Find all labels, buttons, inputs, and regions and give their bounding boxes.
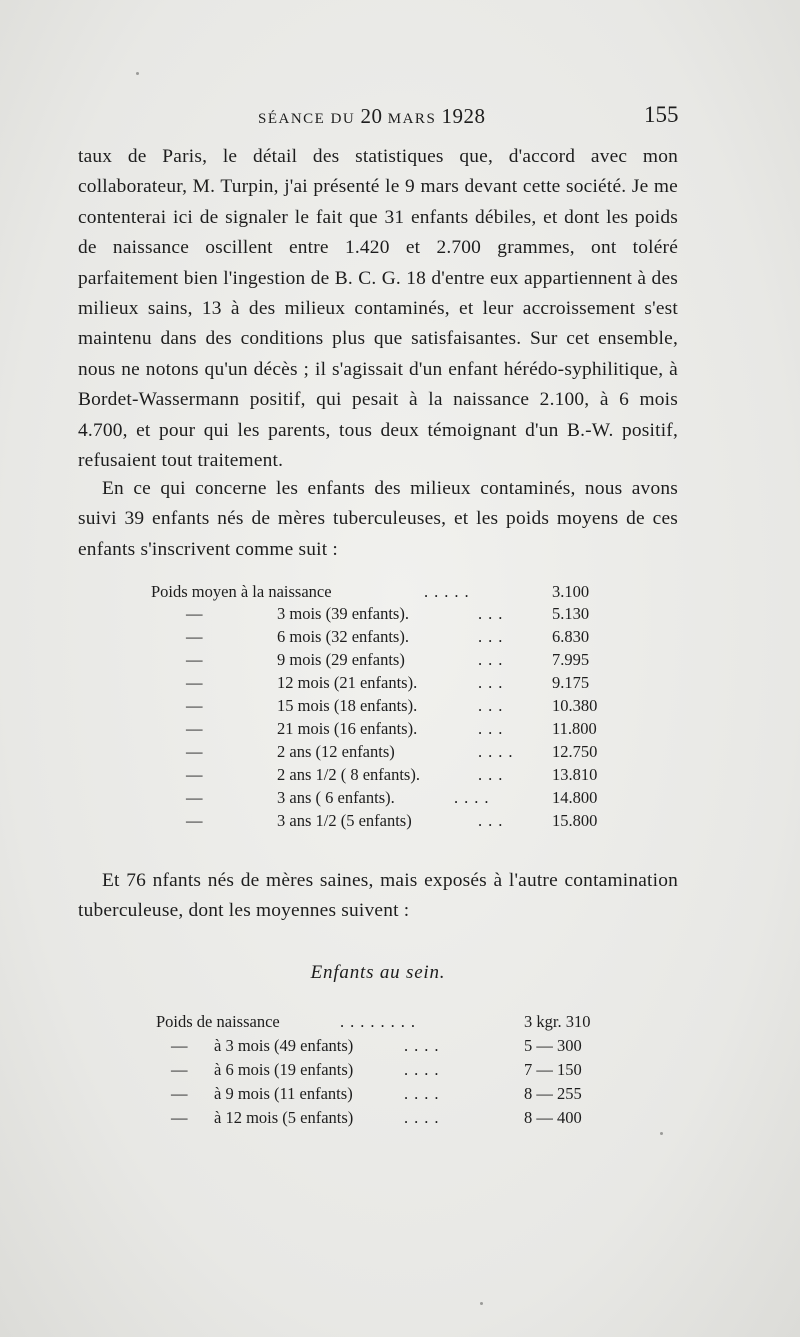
paragraph-1 xyxy=(78,142,678,476)
table-label: à 12 mois (5 enfants) xyxy=(214,1108,354,1127)
ditto-dash: — xyxy=(186,811,203,830)
ditto-dash: — xyxy=(171,1108,188,1127)
table-row: — 21 mois (16 enfants). ... 11.800 xyxy=(0,719,800,742)
table-label: 3 mois (39 enfants). xyxy=(277,604,409,623)
page-number: 155 xyxy=(644,102,679,127)
paper-speck xyxy=(480,1302,483,1305)
table-value: 7 — 150 xyxy=(524,1060,582,1079)
table-row: — à 12 mois (5 enfants) .... 8 — 400 xyxy=(171,1108,582,1127)
paper-speck xyxy=(136,72,139,75)
table-value: 11.800 xyxy=(552,719,597,738)
table-label: à 3 mois (49 enfants) xyxy=(214,1036,354,1055)
table-value: 3 kgr. 310 xyxy=(524,1012,591,1031)
table-label: à 9 mois (11 enfants) xyxy=(214,1084,353,1103)
table-label: 21 mois (16 enfants). xyxy=(277,719,418,738)
table-lead-label: Poids moyen à la naissance xyxy=(151,582,332,601)
table-label: 2 ans (12 enfants) xyxy=(277,742,395,761)
ditto-dash: — xyxy=(186,719,203,738)
table-row: — 6 mois (32 enfants). ... 6.830 xyxy=(0,627,800,650)
table-lead-label: Poids de naissance xyxy=(156,1012,280,1031)
ditto-dash: — xyxy=(186,696,203,715)
table-label: 2 ans 1/2 ( 8 enfants). xyxy=(277,765,420,784)
table-label: 3 ans 1/2 (5 enfants) xyxy=(277,811,412,830)
table-label: 9 mois (29 enfants) xyxy=(277,650,405,669)
table-value: 15.800 xyxy=(552,811,598,830)
running-title: SÉANCE DU 20 MARS 1928 xyxy=(258,104,486,128)
table-label: 6 mois (32 enfants). xyxy=(277,627,409,646)
table-label: 12 mois (21 enfants). xyxy=(277,673,418,692)
paragraph-3: Et 76 nfants nés de mères saines, mais exposés à l'autre contamination tuberculeuse, dont les moyennes suivent : xyxy=(78,870,678,922)
table-value: 13.810 xyxy=(552,765,598,784)
table-value: 5 — 300 xyxy=(524,1036,582,1055)
table-value: 12.750 xyxy=(552,742,598,761)
table-value: 5.130 xyxy=(552,604,590,623)
table-value: 7.995 xyxy=(552,650,590,669)
ditto-dash: — xyxy=(186,650,203,669)
table-value: 14.800 xyxy=(552,788,598,807)
ditto-dash: — xyxy=(186,788,203,807)
paragraph-2: En ce qui concerne les enfants des milieux contaminés, nous avons suivi 39 enfants nés de mères tuberculeuses, et les poids moyens de ces enfants s'inscrivent comme suit : xyxy=(78,478,678,560)
table-row: Poids de naissance ........ 3 kgr. 310 xyxy=(156,1012,591,1031)
table-row: Poids moyen à la naissance ..... 3.100 xyxy=(0,582,800,605)
table-row: — 3 mois (39 enfants). ... 5.130 xyxy=(0,604,800,627)
table-row: — à 9 mois (11 enfants) .... 8 — 255 xyxy=(171,1084,582,1103)
running-header xyxy=(0,100,800,130)
table-row: — à 3 mois (49 enfants) .... 5 — 300 xyxy=(171,1036,582,1055)
ditto-dash: — xyxy=(186,673,203,692)
table-row: — 2 ans 1/2 ( 8 enfants). ... 13.810 xyxy=(0,765,800,788)
subheading: Enfants au sein. xyxy=(310,962,446,983)
ditto-dash: — xyxy=(186,742,203,761)
ditto-dash: — xyxy=(186,627,203,646)
table-value: 9.175 xyxy=(552,673,590,692)
table-label: à 6 mois (19 enfants) xyxy=(214,1060,354,1079)
paragraph-1-text: taux de Paris, le détail des statistiques que, d'accord avec mon collaborateur, M. Turpin, j'ai présenté le 9 mars devant cette société. Je me contenterai ici de signaler le fait que 31 enfants débiles, et dont les poids de naissance oscillent entre 1.420 et 2.700 grammes, ont toléré parfaitement bien l'ingestion de B. C. G. 18 d'entre eux appartiennent à des milieux sains, 13 à des milieux contaminés, et leur accroissement s'est maintenu dans des conditions plus que satisfaisantes. Sur cet ensemble, nous ne notons qu'un décès ; il s'agissait d'un enfant hérédo-syphilitique, à Bordet-Wassermann positif, qui pesait à la naissance 2.100, à 6 mois 4.700, et pour qui les parents, tous deux témoignant d'un B.-W. positif, refusaient tout traitement. xyxy=(78,146,678,472)
table-row: — 2 ans (12 enfants) .... 12.750 xyxy=(0,742,800,765)
ditto-dash: — xyxy=(171,1084,188,1103)
table-row: — 12 mois (21 enfants). ... 9.175 xyxy=(0,673,800,696)
paper-speck xyxy=(660,1132,663,1135)
table-value: 3.100 xyxy=(552,582,590,601)
table-row: — 15 mois (18 enfants). ... 10.380 xyxy=(0,696,800,719)
ditto-dash: — xyxy=(186,765,203,784)
table-value: 8 — 255 xyxy=(524,1084,582,1103)
table-row: — à 6 mois (19 enfants) .... 7 — 150 xyxy=(171,1060,582,1079)
table-row: — 3 ans 1/2 (5 enfants) ... 15.800 xyxy=(0,811,800,834)
table-label: 15 mois (18 enfants). xyxy=(277,696,418,715)
ditto-dash: — xyxy=(171,1036,188,1055)
table-row: — 9 mois (29 enfants) ... 7.995 xyxy=(0,650,800,673)
table-value: 6.830 xyxy=(552,627,590,646)
table-row: — 3 ans ( 6 enfants). .... 14.800 xyxy=(0,788,800,811)
ditto-dash: — xyxy=(171,1060,188,1079)
table-value: 10.380 xyxy=(552,696,598,715)
table-label: 3 ans ( 6 enfants). xyxy=(277,788,395,807)
ditto-dash: — xyxy=(186,604,203,623)
table-value: 8 — 400 xyxy=(524,1108,582,1127)
